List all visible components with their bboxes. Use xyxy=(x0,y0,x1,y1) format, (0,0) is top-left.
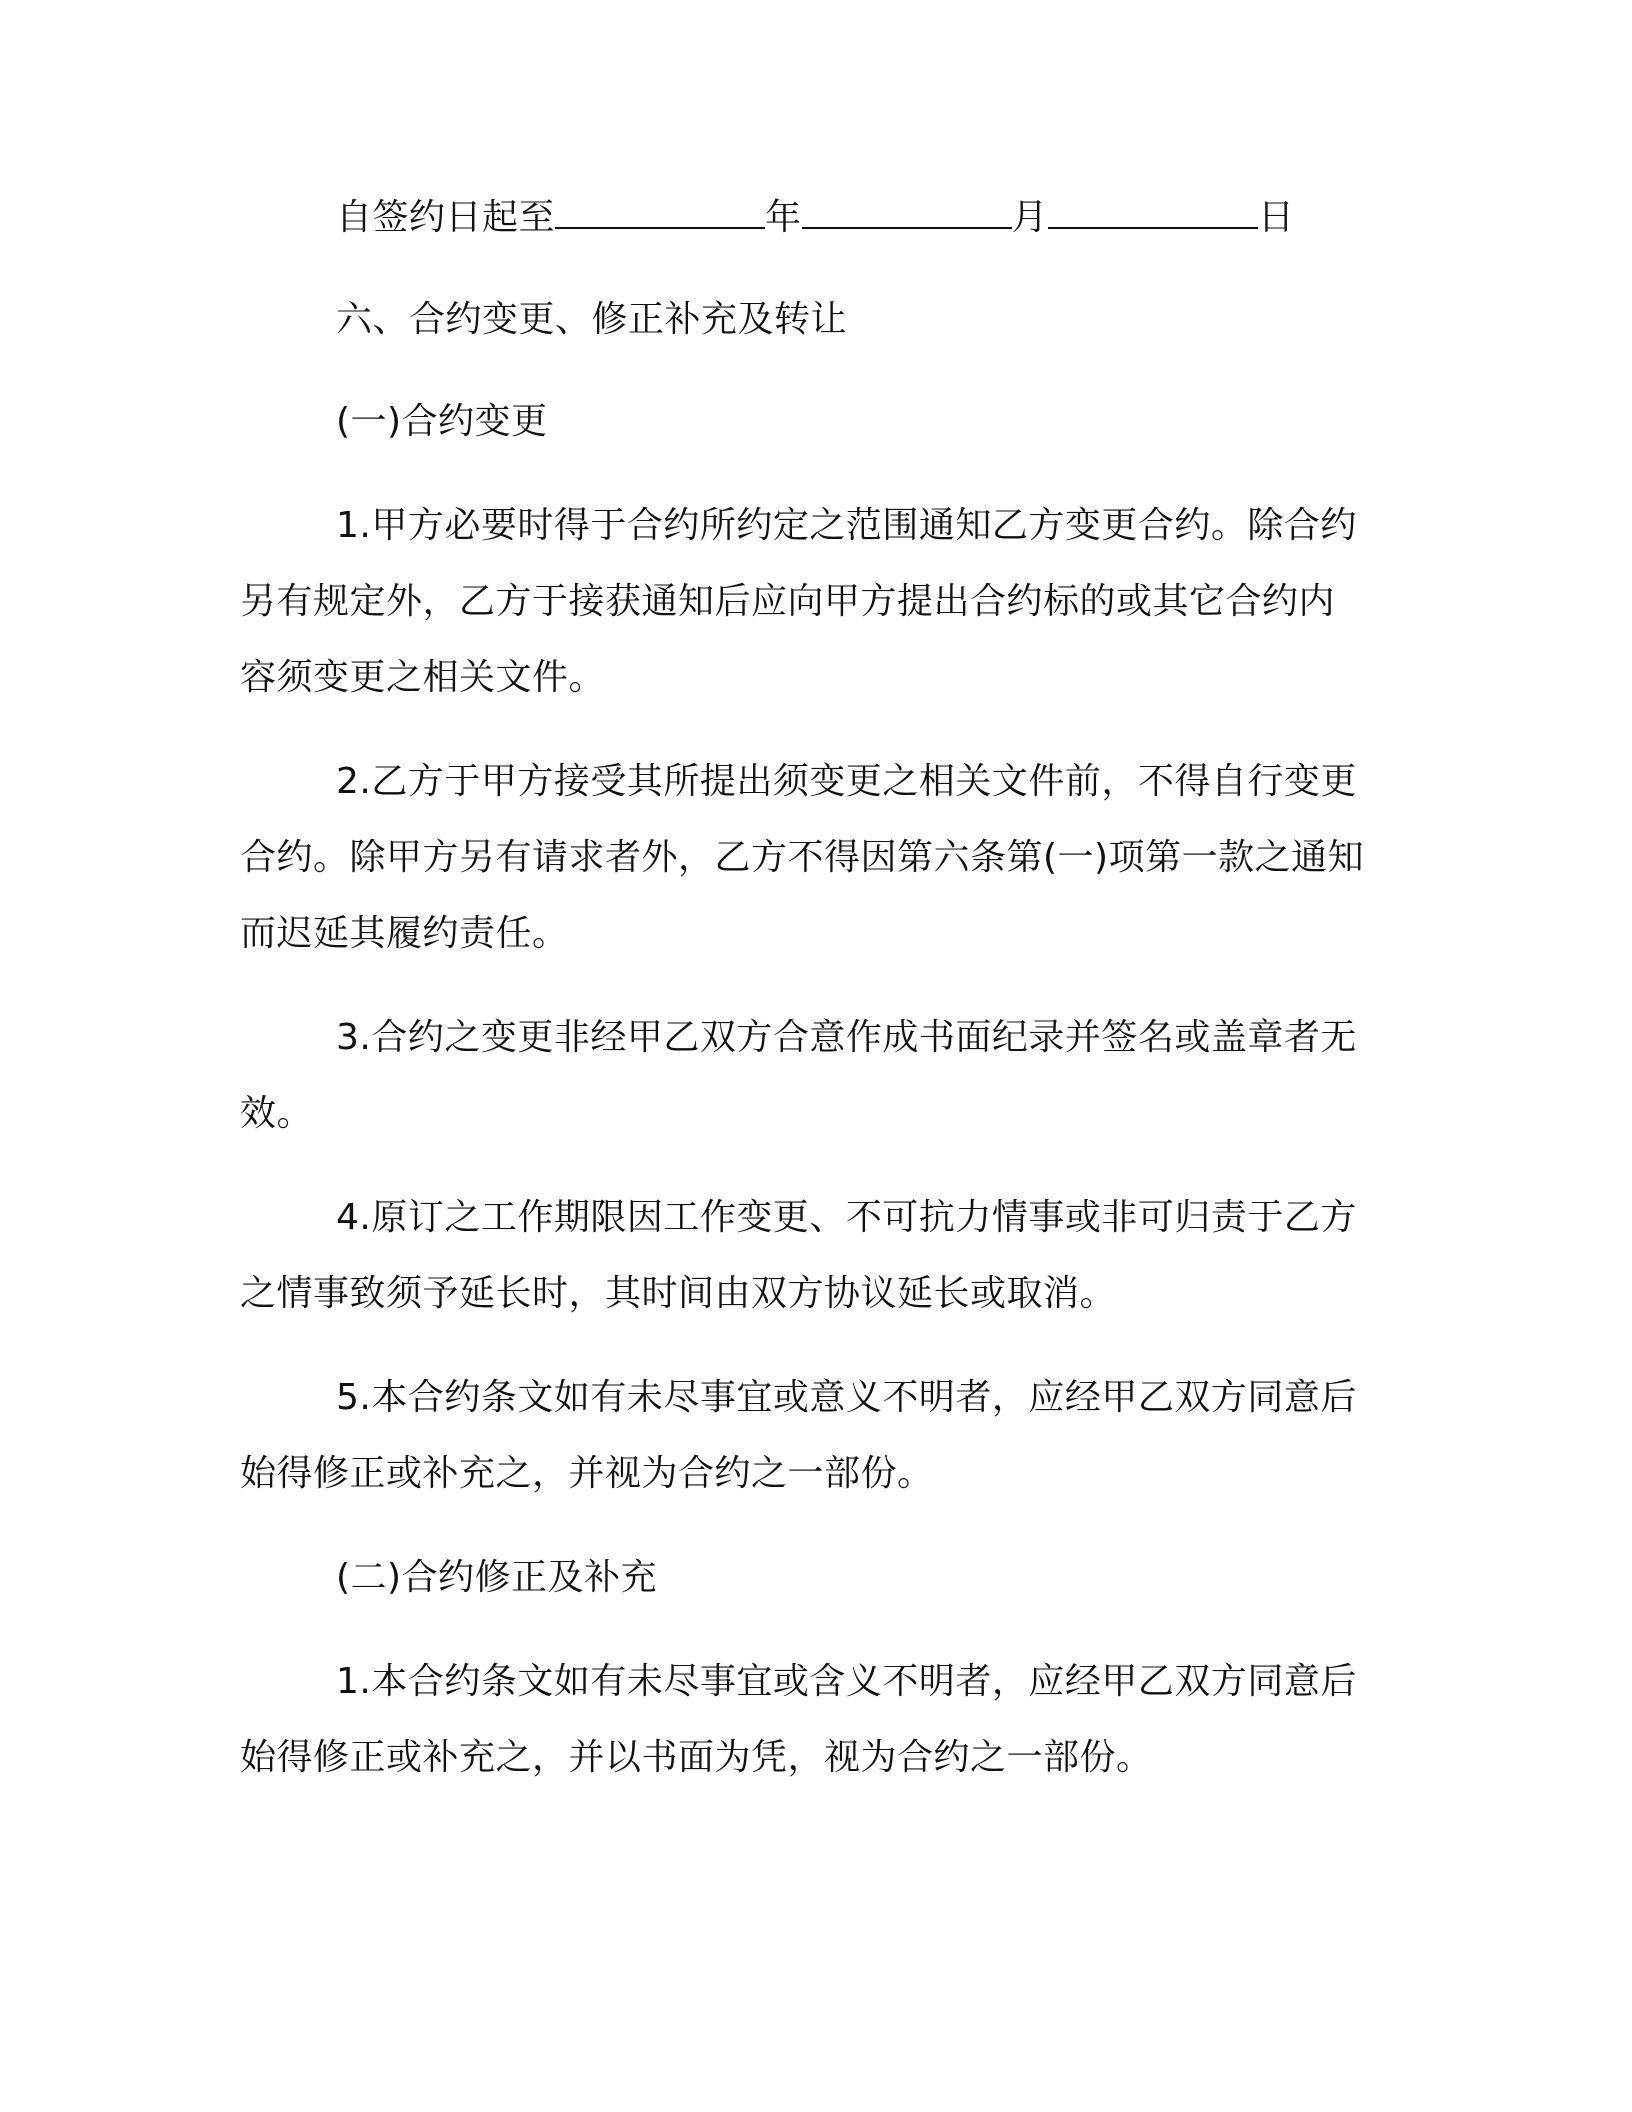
clause-1-line-3: 容须变更之相关文件。 xyxy=(240,657,606,698)
amend-clause-1-line-1: 1.本合约条文如有未尽事宜或含义不明者，应经甲乙双方同意后 xyxy=(336,1661,1357,1702)
subsection-two-heading: (二)合约修正及补充 xyxy=(336,1557,658,1598)
month-blank xyxy=(802,197,1012,229)
clause-4-line-2: 之情事致须予延长时，其时间由双方协议延长或取消。 xyxy=(240,1273,1117,1314)
month-label: 月 xyxy=(1011,197,1049,238)
clause-4-line-1: 4.原订之工作期限因工作变更、不可抗力情事或非可归责于乙方 xyxy=(336,1197,1357,1238)
subsection-one-heading: (一)合约变更 xyxy=(336,401,548,442)
year-blank xyxy=(555,197,765,229)
day-blank xyxy=(1048,197,1258,229)
clause-3-line-2: 效。 xyxy=(240,1093,314,1134)
clause-3-line-1: 3.合约之变更非经甲乙双方合意作成书面纪录并签名或盖章者无 xyxy=(336,1017,1357,1058)
year-label: 年 xyxy=(765,197,802,238)
section-six-heading: 六、合约变更、修正补充及转让 xyxy=(336,299,848,340)
document-page xyxy=(240,0,1380,2112)
clause-5-line-2: 始得修正或补充之，并视为合约之一部份。 xyxy=(240,1453,934,1494)
clause-1-line-1: 1.甲方必要时得于合约所约定之范围通知乙方变更合约。除合约 xyxy=(336,505,1357,546)
term-start-text: 自签约日起至 xyxy=(336,197,556,238)
clause-1-line-2: 另有规定外，乙方于接获通知后应向甲方提出合约标的或其它合约内 xyxy=(240,581,1336,622)
day-label: 日 xyxy=(1258,197,1295,238)
term-end-date-line xyxy=(336,196,1295,240)
amend-clause-1-line-2: 始得修正或补充之，并以书面为凭，视为合约之一部份。 xyxy=(240,1737,1153,1778)
clause-2-line-3: 而迟延其履约责任。 xyxy=(240,913,569,954)
clause-5-line-1: 5.本合约条文如有未尽事宜或意义不明者，应经甲乙双方同意后 xyxy=(336,1377,1357,1418)
clause-2-line-2: 合约。除甲方另有请求者外，乙方不得因第六条第(一)项第一款之通知 xyxy=(240,837,1365,878)
clause-2-line-1: 2.乙方于甲方接受其所提出须变更之相关文件前，不得自行变更 xyxy=(336,761,1357,802)
